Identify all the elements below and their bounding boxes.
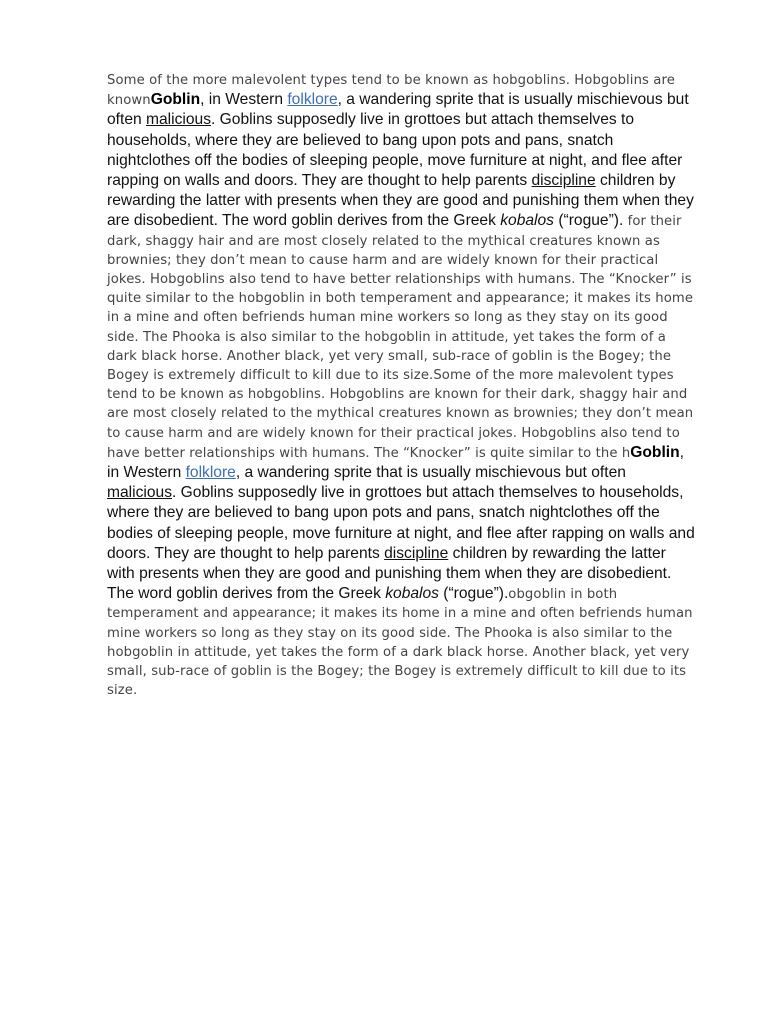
text-run: , a wandering sprite that is usually mischievous but often — [107, 91, 689, 129]
text-run: obgoblin in both temperament and appearance; it makes its home in a mine and often befriends human mine workers so long as they stay on its good side. The Phooka is also similar to the hobgoblin in attitude, yet takes the form of a dark black horse. Another black, yet very small, sub-race of goblin is the Bogey; the Bogey is extremely difficult to kill due to its size. — [107, 587, 693, 699]
document-body — [107, 71, 697, 701]
malicious-link[interactable]: malicious — [107, 484, 172, 502]
goblin-term: Goblin — [150, 91, 201, 109]
body-paragraph — [107, 71, 697, 701]
discipline-link[interactable]: discipline — [384, 544, 449, 562]
discipline-link[interactable]: discipline — [531, 172, 596, 190]
folklore-link[interactable]: folklore — [185, 464, 236, 482]
text-run: , in Western — [107, 443, 684, 482]
text-run: children by rewarding the latter with presents when they are good and punishing them when they are disobedient. The word goblin derives from the Greek — [107, 172, 694, 230]
text-run: children by rewarding the latter with presents when they are good and punishing them when they are disobedient. The word goblin derives from the Greek — [107, 544, 672, 603]
goblin-term: Goblin — [630, 443, 680, 461]
text-run: , a wandering sprite that is usually mischievous but often — [235, 464, 626, 482]
text-run: (“rogue”). — [438, 585, 509, 603]
text-run: , in Western — [200, 91, 288, 109]
kobalos-term: kobalos — [500, 212, 554, 230]
folklore-link[interactable]: folklore — [287, 91, 338, 109]
text-run: (“rogue”). — [553, 212, 624, 230]
malicious-link[interactable]: malicious — [146, 111, 212, 129]
kobalos-term: kobalos — [385, 585, 439, 603]
text-run: Some of the more malevolent types tend to be known as hobgoblins. Hobgoblins are known — [107, 73, 675, 109]
text-run: . Goblins supposedly live in grottoes but attach themselves to households, where they are believed to bang upon pots and pans, snatch nightclothes off the bodies of sleeping people, move furniture at night, and flee after rapping on walls and doors. They are thought to help parents — [107, 484, 695, 562]
text-run: . Goblins supposedly live in grottoes but attach themselves to households, where they are believed to bang upon pots and pans, snatch nightclothes off the bodies of sleeping people, move furniture at night, and flee after rapping on walls and doors. They are thought to help parents — [107, 111, 683, 190]
text-run: for their dark, shaggy hair and are most closely related to the mythical creatures known as brownies; they don’t mean to cause harm and are widely known for their practical jokes. Hobgoblins also tend to have better relationships with humans. The “Knocker” is quite similar to the hobgoblin in both temperament and appearance; it makes its home in a mine and often befriends human mine workers so long as they stay on its good side. The Phooka is also similar to the hobgoblin in attitude, yet takes the form of a dark black horse. Another black, yet very small, sub-race of goblin is the Bogey; the Bogey is extremely difficult to kill due to its size.Some of the more malevolent types tend to be known as hobgoblins. Hobgoblins are known for their dark, shaggy hair and are most closely related to the mythical creatures known as brownies; they don’t mean to cause harm and are widely known for their practical jokes. Hobgoblins also tend to have better relationships with humans. The “Knocker” is quite similar to the h — [107, 214, 694, 461]
